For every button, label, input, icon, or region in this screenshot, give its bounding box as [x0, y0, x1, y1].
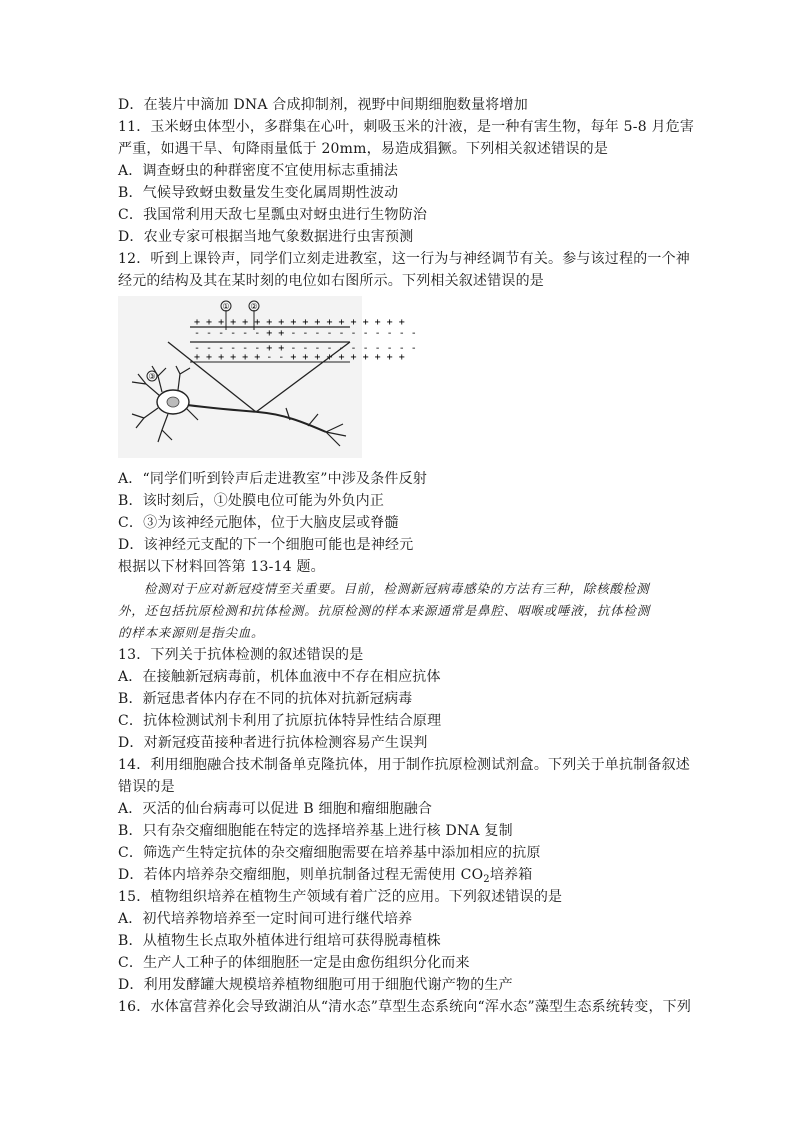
q11-option-b: B．气候导致蚜虫数量发生变化属周期性波动	[118, 185, 399, 201]
co2-subscript: 2	[483, 874, 490, 885]
q12-stem-line2: 经元的结构及其在某时刻的电位如右图所示。下列相关叙述错误的是	[118, 273, 544, 289]
q16-stem: 16．水体富营养化会导致湖泊从“清水态”草型生态系统向“浑水态”藻型生态系统转变，下列	[118, 999, 692, 1015]
label-1: ①	[222, 302, 230, 311]
reading-passage	[118, 578, 678, 644]
passage-line3: 的样本来源则是指尖血。	[118, 625, 265, 640]
q11-option-d: D．农业专家可根据当地气象数据进行虫害预测	[118, 229, 414, 245]
q14-option-c: C．筛选产生特定抗体的杂交瘤细胞需要在培养基中添加相应的抗原	[118, 845, 541, 861]
q14-stem-line2: 错误的是	[118, 779, 175, 795]
q13-stem: 13．下列关于抗体检测的叙述错误的是	[118, 647, 364, 663]
q11-option-c: C．我国常利用天敌七星瓢虫对蚜虫进行生物防治	[118, 207, 428, 223]
q15-option-c: C．生产人工种子的体细胞胚一定是由愈伤组织分化而来	[118, 955, 470, 971]
neuron-diagram	[118, 296, 417, 458]
q14-stem-line1: 14．利用细胞融合技术制备单克隆抗体，用于制作抗原检测试剂盒。下列关于单抗制备叙述	[118, 757, 691, 773]
passage-line2: 外，还包括抗原检测和抗体检测。抗原检测的样本来源通常是鼻腔、咽喉或唾液，抗体检测	[118, 603, 651, 618]
q12-option-d: D．该神经元支配的下一个细胞可能也是神经元	[118, 537, 414, 553]
materials-intro: 根据以下材料回答第 13-14 题。	[118, 559, 325, 575]
q11-option-a: A．调查蚜虫的种群密度不宜使用标志重捕法	[118, 163, 399, 179]
q15-option-d: D．利用发酵罐大规模培养植物细胞可用于细胞代谢产物的生产	[118, 977, 513, 993]
q12-option-b: B．该时刻后，①处膜电位可能为外负内正	[118, 493, 385, 509]
q10-option-d: D．在装片中滴加 DNA 合成抑制剂，视野中间期细胞数量将增加	[118, 97, 528, 113]
q14-option-d-pre: D．若体内培养杂交瘤细胞，则单抗制备过程无需使用 CO	[118, 867, 484, 883]
q13-option-d: D．对新冠疫苗接种者进行抗体检测容易产生误判	[118, 735, 428, 751]
q14-option-b: B．只有杂交瘤细胞能在特定的选择培养基上进行核 DNA 复制	[118, 823, 513, 839]
q12-option-c: C．③为该神经元胞体，位于大脑皮层或脊髓	[118, 515, 399, 531]
neuron-figure	[118, 296, 417, 458]
charge-row-2: - - - - - - + + - - - - - - - - - - -	[194, 328, 417, 339]
q14-option-a: A．灭活的仙台病毒可以促进 B 细胞和瘤细胞融合	[118, 801, 433, 817]
charge-row-top: + + + + + + + + + + + + + + + + + +	[194, 317, 405, 328]
q11-stem-line2: 严重，如遇干旱、旬降雨量低于 20mm，易造成猖獗。下列相关叙述错误的是	[118, 141, 609, 157]
q15-option-a: A．初代培养物培养至一定时间可进行继代培养	[118, 911, 413, 927]
q11-stem-line1: 11．玉米蚜虫体型小，多群集在心叶，刺吸玉米的汁液，是一种有害生物，每年 5-8 月危害	[118, 119, 695, 135]
q15-stem: 15．植物组织培养在植物生产领域有着广泛的应用。下列叙述错误的是	[118, 889, 563, 905]
q13-option-c: C．抗体检测试剂卡利用了抗原抗体特异性结合原理	[118, 713, 442, 729]
label-3: ③	[148, 372, 156, 381]
label-2: ②	[250, 302, 258, 311]
q14-option-d-post: 培养箱	[489, 867, 533, 883]
q12-stem-line1: 12．听到上课铃声，同学们立刻走进教室，这一行为与神经调节有关。参与该过程的一个神	[118, 251, 691, 267]
q13-option-b: B．新冠患者体内存在不同的抗体对抗新冠病毒	[118, 691, 413, 707]
charge-row-3: - - - - - - + + - - - - - - - - - - -	[194, 343, 417, 354]
q12-option-a: A．“同学们听到铃声后走进教室”中涉及条件反射	[118, 471, 428, 487]
passage-line1: 检测对于应对新冠疫情至关重要。目前，检测新冠病毒感染的方法有三种，除核酸检测	[144, 581, 650, 596]
q15-option-b: B．从植物生长点取外植体进行组培可获得脱毒植株	[118, 933, 441, 949]
q13-option-a: A．在接触新冠病毒前，机体血液中不存在相应抗体	[118, 669, 441, 685]
charge-row-bottom: + + + + + + - - + + + + + + + + + +	[194, 352, 405, 363]
